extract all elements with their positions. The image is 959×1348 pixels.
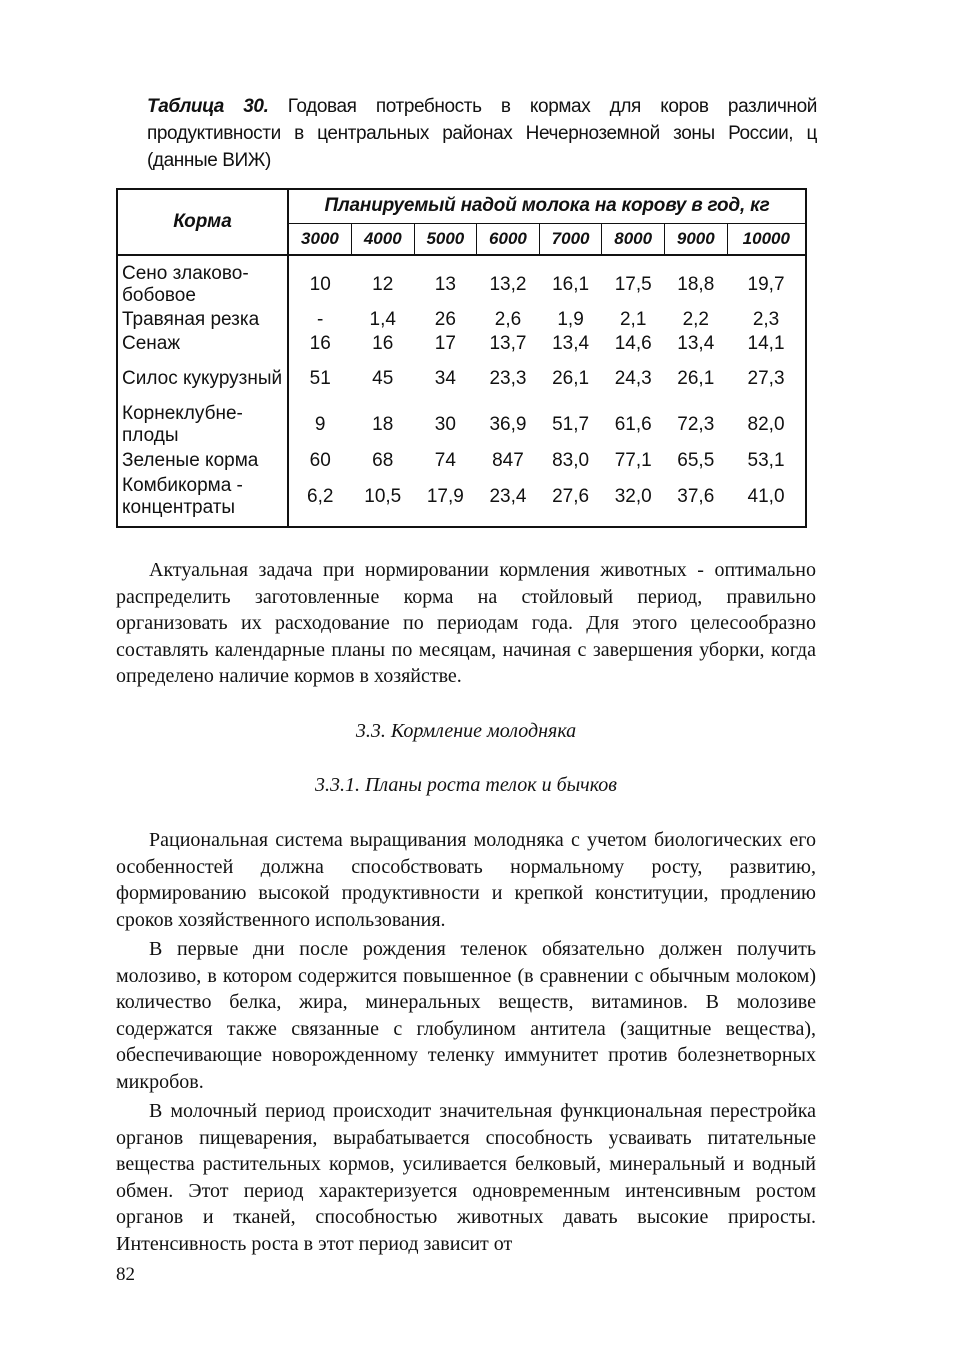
table-cell: 74 bbox=[434, 450, 456, 471]
feed-name: Корнеклубне-плоды bbox=[117, 402, 288, 448]
table-cell: 34 bbox=[434, 368, 456, 389]
yield-header: 5000 bbox=[414, 223, 477, 255]
table-cell: 51 bbox=[309, 368, 331, 389]
table-row bbox=[117, 448, 806, 474]
section-heading: 3.3. Кормление молодняка bbox=[355, 720, 577, 742]
table-cell: 16 bbox=[309, 333, 331, 354]
feed-name: Травяная резка bbox=[117, 308, 288, 332]
feed-name: Сенаж bbox=[117, 332, 288, 356]
table-cell: 10,5 bbox=[364, 486, 402, 507]
table-row bbox=[117, 308, 806, 332]
table-row bbox=[117, 255, 806, 308]
table-cell: 16,1 bbox=[552, 274, 590, 295]
table-caption-text: Годовая потребность в кормах для коров различной продуктивности в центральных районах Нечерноземной зоны России, ц (данные ВИЖ) bbox=[147, 96, 817, 171]
table-cell: 36,9 bbox=[489, 414, 527, 435]
table-cell: 16 bbox=[372, 333, 394, 354]
yield-header: 6000 bbox=[477, 223, 540, 255]
table-cell: 83,0 bbox=[552, 450, 590, 471]
yield-header: 3000 bbox=[288, 223, 351, 255]
table-cell: 2,2 bbox=[682, 309, 709, 330]
table-cell: 17,9 bbox=[426, 486, 464, 507]
feed-name: Комбикорма - концентраты bbox=[117, 474, 288, 527]
table-cell: 13,4 bbox=[677, 333, 715, 354]
table-cell: 26,1 bbox=[552, 368, 590, 389]
column-group-header-milk-yield: Планируемый надой молока на корову в год, кг bbox=[288, 189, 806, 223]
table-cell: 19,7 bbox=[747, 274, 785, 295]
table-cell: 13 bbox=[434, 274, 456, 295]
table-cell: 9 bbox=[314, 414, 326, 435]
table-row bbox=[117, 356, 806, 402]
table-cell: 23,3 bbox=[489, 368, 527, 389]
table-cell: 30 bbox=[434, 414, 456, 435]
table-cell: 13,4 bbox=[552, 333, 590, 354]
table-cell: 14,6 bbox=[614, 333, 652, 354]
table-caption bbox=[147, 93, 817, 174]
table-cell: 60 bbox=[309, 450, 331, 471]
table-cell: 82,0 bbox=[747, 414, 785, 435]
body-paragraph: Актуальная задача при нормировании кормления животных - оптимально распределить заготовленные корма на стойловый период, правильно организовать их расходование по периодам года. Для этого целесообразно составлять календарные планы по месяцам, начиная с завершения уборки, когда определено наличие кормов в хозяйстве. bbox=[116, 559, 816, 687]
body-paragraph: В молочный период происходит значительная функциональная перестройка органов пищеварения, вырабатывается способность усваивать питательные вещества растительных кормов, усиливается белковый, минеральный и водный обмен. Этот период характеризуется одновременным интенсивным ростом органов и тканей, способностью животных давать высокие приросты. Интенсивность роста в этот период зависит от bbox=[116, 1100, 816, 1255]
table-row bbox=[117, 474, 806, 527]
table-cell: 72,3 bbox=[677, 414, 715, 435]
table-cell: 1,4 bbox=[369, 309, 396, 330]
table-cell: 61,6 bbox=[614, 414, 652, 435]
table-cell: 2,1 bbox=[619, 309, 647, 330]
table-cell: 53,1 bbox=[747, 450, 785, 471]
table-cell: 45 bbox=[372, 368, 394, 389]
body-paragraph: Рациональная система выращивания молодняка с учетом биологических его особенностей должна способствовать нормальному росту, развитию, формированию высокой продуктивности и крепкой конституции, продлению сроков хозяйственного использования. bbox=[116, 829, 816, 931]
table-caption-label: Таблица 30. bbox=[147, 96, 269, 117]
table-cell: 18 bbox=[372, 414, 394, 435]
column-header-feed: Корма bbox=[117, 189, 288, 255]
table-row bbox=[117, 332, 806, 356]
table-cell: 13,7 bbox=[489, 333, 527, 354]
table-cell: 24,3 bbox=[614, 368, 652, 389]
table-cell: 37,6 bbox=[677, 486, 715, 507]
table-cell: 2,6 bbox=[494, 309, 522, 330]
feed-requirements-table bbox=[116, 188, 807, 528]
table-cell: 13,2 bbox=[489, 274, 527, 295]
table-cell: 17 bbox=[434, 333, 456, 354]
table-cell: 18,8 bbox=[677, 274, 715, 295]
page-number: 82 bbox=[116, 1264, 135, 1285]
table-cell: 65,5 bbox=[677, 450, 715, 471]
table-cell: 51,7 bbox=[552, 414, 590, 435]
table-cell: - bbox=[317, 309, 324, 330]
table-cell: 26,1 bbox=[677, 368, 715, 389]
table-cell: 32,0 bbox=[614, 486, 652, 507]
table-cell: 1,9 bbox=[557, 309, 584, 330]
table-cell: 14,1 bbox=[747, 333, 785, 354]
table-cell: 23,4 bbox=[489, 486, 527, 507]
body-paragraph: В первые дни после рождения теленок обязательно должен получить молозиво, в котором содержится повышенное (в сравнении с обычным молоком) количество белка, жира, минеральных веществ, витаминов. В молозиве содержатся также связанные с глобулином антитела (защитные вещества), обеспечивающие новорожденному теленку иммунитет против болезнетворных микробов. bbox=[116, 938, 816, 1093]
table-cell: 68 bbox=[372, 450, 394, 471]
table-cell: 847 bbox=[492, 450, 524, 471]
table-cell: 17,5 bbox=[614, 274, 652, 295]
yield-header: 9000 bbox=[664, 223, 727, 255]
table-cell: 2,3 bbox=[752, 309, 780, 330]
table-cell: 77,1 bbox=[614, 450, 652, 471]
table-row bbox=[117, 402, 806, 448]
table-cell: 26 bbox=[434, 309, 456, 330]
yield-header: 7000 bbox=[539, 223, 602, 255]
yield-header: 10000 bbox=[727, 223, 806, 255]
subsection-heading: 3.3.1. Планы роста телок и бычков bbox=[314, 774, 617, 796]
feed-name: Сено злаково-бобовое bbox=[117, 255, 288, 308]
yield-header: 4000 bbox=[351, 223, 414, 255]
feed-name: Зеленые корма bbox=[117, 448, 288, 474]
table-cell: 41,0 bbox=[747, 486, 785, 507]
table-cell: 12 bbox=[372, 274, 394, 295]
yield-header: 8000 bbox=[602, 223, 665, 255]
table-cell: 6,2 bbox=[307, 486, 334, 507]
table-cell: 27,6 bbox=[552, 486, 590, 507]
table-cell: 10 bbox=[309, 274, 331, 295]
table-cell: 27,3 bbox=[747, 368, 785, 389]
feed-name: Силос кукурузный bbox=[117, 356, 288, 402]
